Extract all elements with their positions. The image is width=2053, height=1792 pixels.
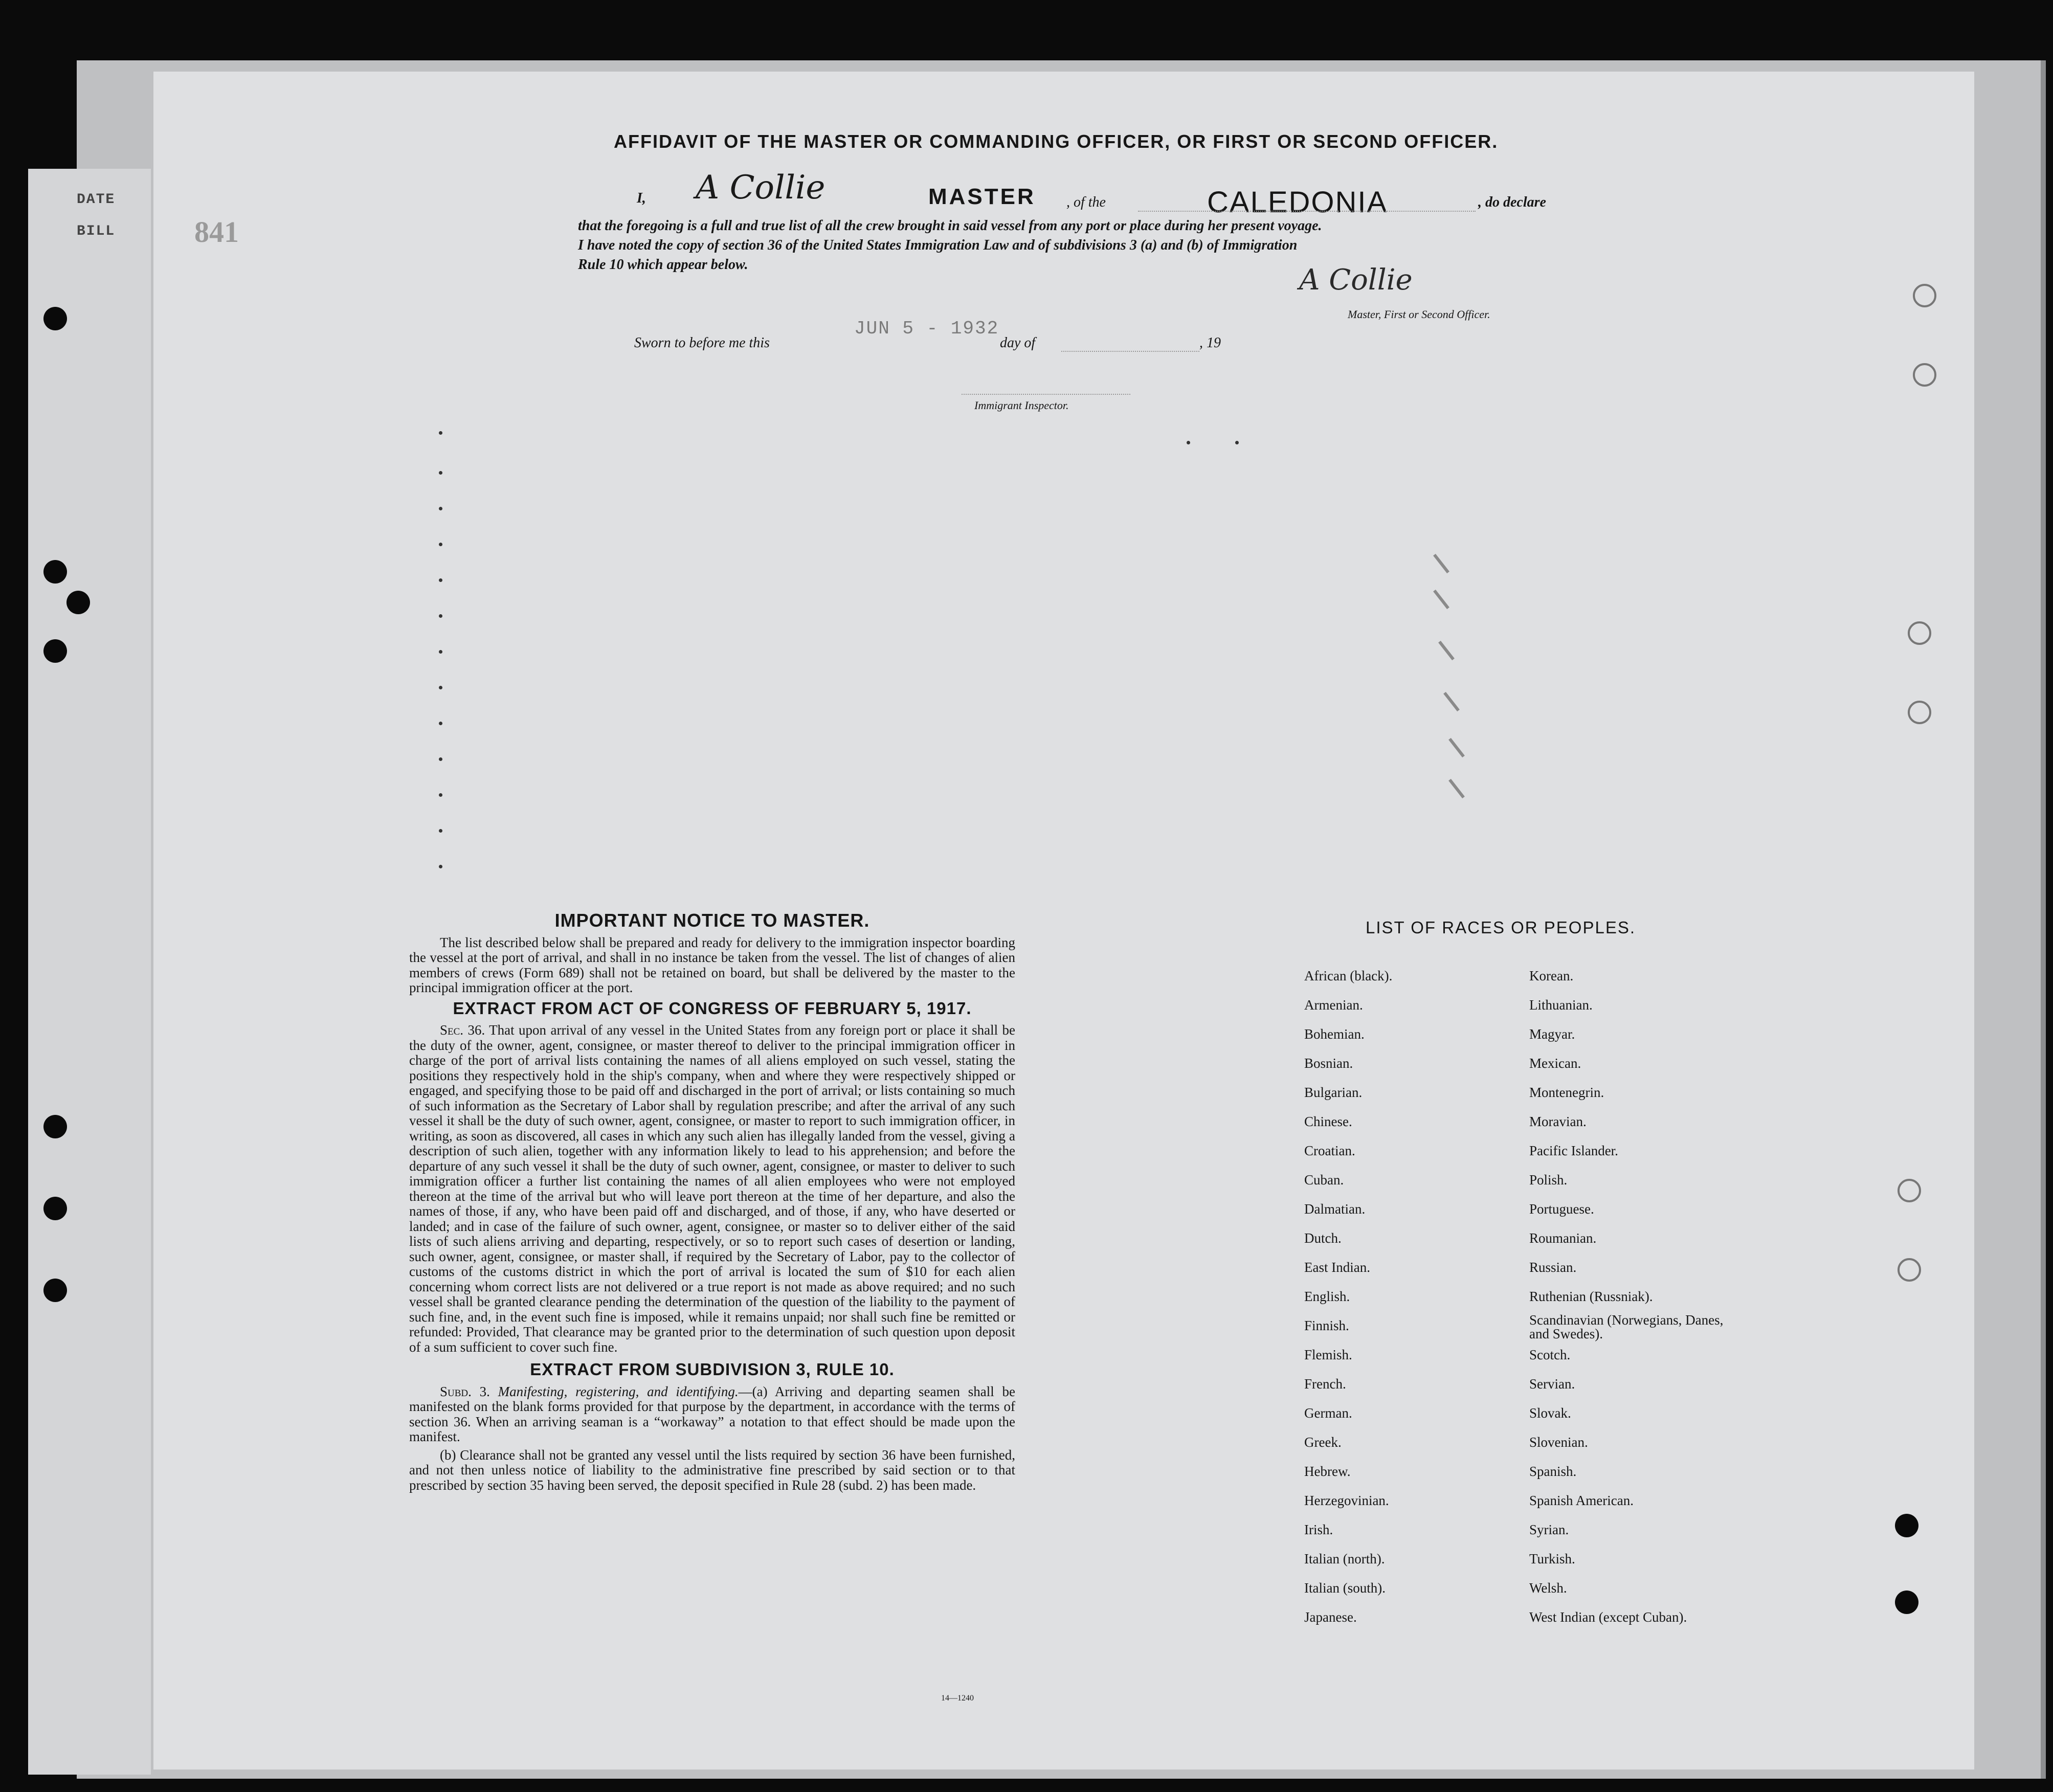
- affidavit-heading: AFFIDAVIT OF THE MASTER OR COMMANDING OFFICER, OR FIRST OR SECOND OFFICER.: [614, 131, 1499, 152]
- race-item: Croatian.: [1304, 1143, 1355, 1158]
- binder-hole: [1895, 1591, 1918, 1614]
- subdivision-a: [409, 1384, 1015, 1445]
- section-label: Sec. 36.: [440, 1022, 485, 1038]
- margin-stamp-line: BILL: [77, 223, 116, 239]
- subdivision-heading: Manifesting, registering, and identifying.: [498, 1383, 739, 1399]
- race-item: Dalmatian.: [1304, 1201, 1366, 1217]
- binder-hole: [1895, 1514, 1918, 1537]
- races-right-column: [1529, 961, 1744, 1632]
- race-item: Turkish.: [1529, 1551, 1575, 1566]
- races-left-column: [1304, 961, 1392, 1632]
- subdivision-b: (b) Clearance shall not be granted any vessel until the lists required by section 36 have been furnished, and not then unless notice of liability to the administrative fine prescribed by said section or to that prescribed by section 35 having been served, the deposit specified in Rule 28 (subd. 2) has been made.: [409, 1447, 1015, 1493]
- race-item: Greek.: [1304, 1435, 1342, 1450]
- race-item: Bohemian.: [1304, 1026, 1365, 1042]
- binder-hole: [43, 1197, 67, 1220]
- section-36-text: [409, 1023, 1015, 1355]
- punch-ring: [1913, 363, 1936, 387]
- race-item: Pacific Islander.: [1529, 1143, 1618, 1158]
- race-item: Welsh.: [1529, 1580, 1567, 1596]
- list-dot: [439, 793, 442, 797]
- list-dot: [439, 543, 442, 546]
- race-item: Italian (south).: [1304, 1580, 1386, 1596]
- race-item: Italian (north).: [1304, 1551, 1385, 1566]
- race-item: Ruthenian (Russniak).: [1529, 1289, 1653, 1304]
- race-item: Servian.: [1529, 1376, 1575, 1392]
- signature-caption: Master, First or Second Officer.: [1348, 308, 1490, 321]
- list-dot: [439, 614, 442, 618]
- list-dot: [439, 431, 442, 435]
- important-notice: [409, 910, 1015, 1502]
- race-item: Slovak.: [1529, 1405, 1571, 1421]
- sworn-label: Sworn to before me this: [634, 335, 770, 351]
- date-stamp: JUN 5 - 1932: [854, 318, 999, 339]
- declaration-line: Rule 10 which appear below.: [578, 257, 748, 273]
- left-binding-strip: [28, 169, 151, 1775]
- faded-number: 841: [194, 215, 239, 249]
- race-item: German.: [1304, 1405, 1352, 1421]
- list-dot: [439, 686, 442, 689]
- list-dot: [439, 578, 442, 582]
- notice-text: The list described below shall be prepared and ready for delivery to the immigration inspector boarding the vessel at the port of arrival, and shall in no instance be taken from the vessel. The list of changes of alien members of crews (Form 689) shall not be retained on board, but shall be delivered by the master to the principal immigration officer at the port.: [409, 934, 1015, 995]
- race-item: Herzegovinian.: [1304, 1493, 1389, 1508]
- vessel-name: CALEDONIA: [1207, 186, 1388, 219]
- section-body: That upon arrival of any vessel in the United States from any foreign port or place it shall be the duty of the owner, agent, consignee, or master thereof to deliver to the principal immigration officer in charge of the port of arrival lists containing the names of all aliens employed on such vessel, stating the positions they respectively hold in the ship's company, when and where they were respectively shipped or engaged, and specifying those to be paid off and discharged in the port of arrival; or lists containing so much of such information as the Secretary of Labor shall by regulation prescribe; and after the arrival of any such vessel it shall be the duty of such owner, agent, consignee, or master to report to such immigration officer, in writing, as soon as discovered, all cases in which any such alien has illegally landed from the vessel, giving a description of such alien, together with any information likely to lead to his apprehension; and before the departure of any such vessel it shall be the duty of such owner, agent, consignee, or master to deliver to such immigration officer a further list containing the names of all alien employees who were not employed thereon at the time of the arrival but who will leave port thereon at the time of her departure, and also the names of those, if any, who have been paid off and discharged, and of those, if any, who have deserted or landed; and in case of the failure of such owner, agent, consignee, or master so to deliver either of the said lists of such aliens arriving and departing, respectively, or so to report such cases of desertion or landing, such owner, agent, consignee, or master shall, if required by the Secretary of Labor, pay to the collector of customs of the customs district in which the port of arrival is located the sum of $10 for each alien concerning whom correct lists are not delivered or a true report is not made as above required; and no such vessel shall be granted clearance pending the determination of the question of the liability to the payment of such fine, and, in the event such fine is imposed, while it remains unpaid; nor shall such fine be remitted or refunded: Provided, That clearance may be granted prior to the determination of such question upon deposit of a sum sufficient to cover such fine.: [409, 1022, 1015, 1355]
- month-rule: [1061, 351, 1199, 352]
- race-item: Finnish.: [1304, 1318, 1349, 1333]
- race-item: French.: [1304, 1376, 1346, 1392]
- of-the-label: , of the: [1066, 194, 1106, 210]
- notice-title: IMPORTANT NOTICE TO MASTER.: [554, 910, 870, 931]
- list-dot: [1235, 441, 1239, 444]
- race-item: Spanish.: [1529, 1464, 1577, 1479]
- margin-stamp: [77, 184, 115, 248]
- rank-master: MASTER: [928, 184, 1036, 209]
- binder-hole: [43, 1279, 67, 1302]
- inspector-caption: Immigrant Inspector.: [974, 399, 1069, 412]
- signer-handwritten-name: A Collie: [696, 169, 825, 207]
- race-item: Bosnian.: [1304, 1056, 1353, 1071]
- subdivision-title: EXTRACT FROM SUBDIVISION 3, RULE 10.: [530, 1360, 895, 1379]
- punch-ring: [1913, 284, 1936, 307]
- race-item: Lithuanian.: [1529, 997, 1593, 1013]
- race-item: Armenian.: [1304, 997, 1363, 1013]
- punch-ring: [1908, 621, 1931, 645]
- race-item: West Indian (except Cuban).: [1529, 1609, 1687, 1625]
- race-item: Montenegrin.: [1529, 1085, 1604, 1100]
- race-item: Cuban.: [1304, 1172, 1344, 1188]
- race-item: Japanese.: [1304, 1609, 1357, 1625]
- binder-hole: [66, 591, 90, 614]
- race-item: Bulgarian.: [1304, 1085, 1363, 1100]
- act-title: EXTRACT FROM ACT OF CONGRESS OF FEBRUARY 5, 1917.: [453, 998, 972, 1018]
- punch-ring: [1898, 1179, 1921, 1202]
- race-item: Chinese.: [1304, 1114, 1352, 1129]
- list-dot: [439, 507, 442, 510]
- race-item: Portuguese.: [1529, 1201, 1594, 1217]
- race-item: Flemish.: [1304, 1347, 1352, 1362]
- list-dot: [439, 829, 442, 833]
- race-item: English.: [1304, 1289, 1350, 1304]
- binder-hole: [43, 1115, 67, 1138]
- inspector-rule: [962, 394, 1130, 395]
- race-item: Mexican.: [1529, 1056, 1581, 1071]
- race-item: Polish.: [1529, 1172, 1568, 1188]
- list-dot: [439, 865, 442, 868]
- race-item: Roumanian.: [1529, 1230, 1597, 1246]
- list-dot: [1187, 441, 1190, 444]
- race-item: Magyar.: [1529, 1026, 1575, 1042]
- race-item: Dutch.: [1304, 1230, 1342, 1246]
- list-dot: [439, 471, 442, 475]
- race-item: Irish.: [1304, 1522, 1333, 1537]
- list-dot: [439, 722, 442, 725]
- day-of-label: day of: [1000, 335, 1036, 351]
- subdivision-a-text: —(a) Arriving and departing seamen shall be manifested on the blank forms provided for that purpose by the department, in accordance with the terms of section 36. When an arriving seaman is a “workaway” a notation to that effect should be made upon the manifest.: [409, 1383, 1015, 1444]
- race-item: East Indian.: [1304, 1260, 1370, 1275]
- margin-stamp-line: DATE: [77, 192, 116, 208]
- race-item: Hebrew.: [1304, 1464, 1351, 1479]
- race-item: Russian.: [1529, 1260, 1577, 1275]
- form-number: 14—1240: [941, 1694, 974, 1703]
- race-item: Scandinavian (Norwegians, Danes, and Swedes).: [1529, 1312, 1724, 1341]
- race-item: Scotch.: [1529, 1347, 1571, 1362]
- subdivision-label: Subd. 3.: [440, 1383, 490, 1399]
- binder-hole: [43, 560, 67, 584]
- race-item: Moravian.: [1529, 1114, 1587, 1129]
- punch-ring: [1908, 701, 1931, 724]
- list-dot: [439, 650, 442, 654]
- races-title: LIST OF RACES OR PEOPLES.: [1366, 918, 1636, 937]
- vessel-name-rule: [1138, 211, 1476, 212]
- master-signature: A Collie: [1299, 263, 1413, 297]
- list-dot: [439, 757, 442, 761]
- punch-ring: [1898, 1258, 1921, 1282]
- declaration-line: I have noted the copy of section 36 of the United States Immigration Law and of subdivisions 3 (a) and (b) of Immigration: [578, 237, 1298, 253]
- binder-hole: [43, 639, 67, 663]
- binder-hole: [43, 307, 67, 330]
- race-item: Slovenian.: [1529, 1435, 1588, 1450]
- i-label: I,: [637, 190, 646, 206]
- declaration-line: that the foregoing is a full and true list of all the crew brought in said vessel from any port or place during her present voyage.: [578, 218, 1322, 234]
- race-item: Spanish American.: [1529, 1493, 1634, 1508]
- year-prefix: , 19: [1199, 335, 1221, 351]
- race-item: Syrian.: [1529, 1522, 1569, 1537]
- do-declare-label: , do declare: [1478, 194, 1546, 210]
- race-item: Korean.: [1529, 968, 1574, 983]
- race-item: African (black).: [1304, 968, 1393, 983]
